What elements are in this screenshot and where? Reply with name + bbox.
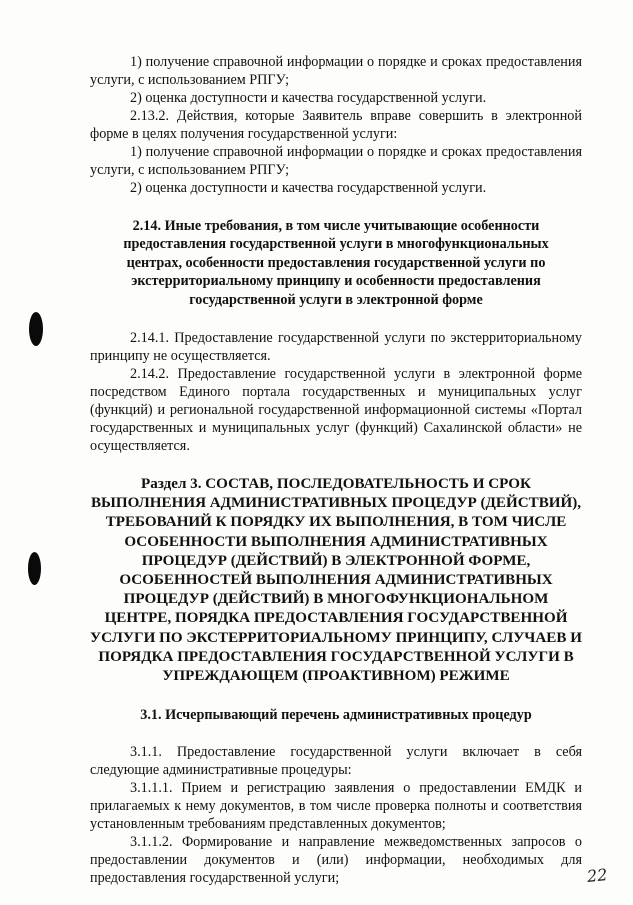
paragraph: 1) получение справочной информации о порядке и сроках предоставления услуги, с использованием РПГУ; (90, 144, 582, 178)
paragraph: 3.1.1.2. Формирование и направление межведомственных запросов о предоставлении документов и (или) информации, необходимых для предоставления государственной услуги; (90, 834, 582, 887)
page-content (90, 53, 582, 887)
paragraph: 2) оценка доступности и качества государственной услуги. (130, 90, 487, 106)
paragraph: 2.14.2. Предоставление государственной услуги в электронной форме посредством Единого портала государственных и муниципальных услуг (функций) и региональной государственной информационной системы «Портал государственных и муниципальных услуг (функций) Сахалинской области» не осуществляется. (90, 366, 582, 455)
paragraph: 2.13.2. Действия, которые Заявитель вправе совершить в электронной форме в целях получения государственной услуги: (90, 108, 582, 142)
page-number: 22 (586, 864, 609, 887)
paragraph: 2) оценка доступности и качества государственной услуги. (130, 180, 487, 196)
section-heading-2-14: 2.14. Иные требования, в том числе учитывающие особенности предоставления государственной услуги в многофункциональных центрах, особенности предоставления государственной услуги по экстерриториальному принципу и особенности предоставления государственной услуги в электронной форме (123, 218, 549, 308)
paragraph: 3.1.1. Предоставление государственной услуги включает в себя следующие административные процедуры: (90, 744, 582, 779)
paragraph: 1) получение справочной информации о порядке и сроках предоставления услуги, с использованием РПГУ; (90, 54, 582, 88)
binder-hole-mark (29, 312, 43, 346)
binder-hole-mark (28, 552, 41, 585)
paragraph: 2.14.1. Предоставление государственной услуги по экстерриториальному принципу не осуществляется. (90, 330, 582, 365)
section-heading-3: Раздел 3. СОСТАВ, ПОСЛЕДОВАТЕЛЬНОСТЬ И СРОК ВЫПОЛНЕНИЯ АДМИНИСТРАТИВНЫХ ПРОЦЕДУР (ДЕЙСТВИЙ), ТРЕБОВАНИЙ К ПОРЯДКУ ИХ ВЫПОЛНЕНИЯ, В ТОМ ЧИСЛЕ ОСОБЕННОСТИ ВЫПОЛНЕНИЯ АДМИНИСТРАТИВНЫХ ПРОЦЕДУР (ДЕЙСТВИЙ) В ЭЛЕКТРОННОЙ ФОРМЕ, ОСОБЕННОСТЕЙ ВЫПОЛНЕНИЯ АДМИНИСТРАТИВНЫХ ПРОЦЕДУР (ДЕЙСТВИЙ) В МНОГОФУНКЦИОНАЛЬНОМ ЦЕНТРЕ, ПОРЯДКА ПРЕДОСТАВЛЕНИЯ ГОСУДАРСТВЕННОЙ УСЛУГИ ПО ЭКСТЕРРИТОРИАЛЬНОМУ ПРИНЦИПУ, СЛУЧАЕВ И ПОРЯДКА ПРЕДОСТАВЛЕНИЯ ГОСУДАРСТВЕННОЙ УСЛУГИ В УПРЕЖДАЮЩЕМ (ПРОАКТИВНОМ) РЕЖИМЕ (90, 476, 582, 685)
paragraph: 3.1.1.1. Прием и регистрацию заявления о предоставлении ЕМДК и прилагаемых к нему документов, в том числе проверка полноты и соответствия установленным требованиям представленных документов; (90, 780, 582, 833)
subsection-heading-3-1: 3.1. Исчерпывающий перечень административных процедур (140, 707, 532, 724)
